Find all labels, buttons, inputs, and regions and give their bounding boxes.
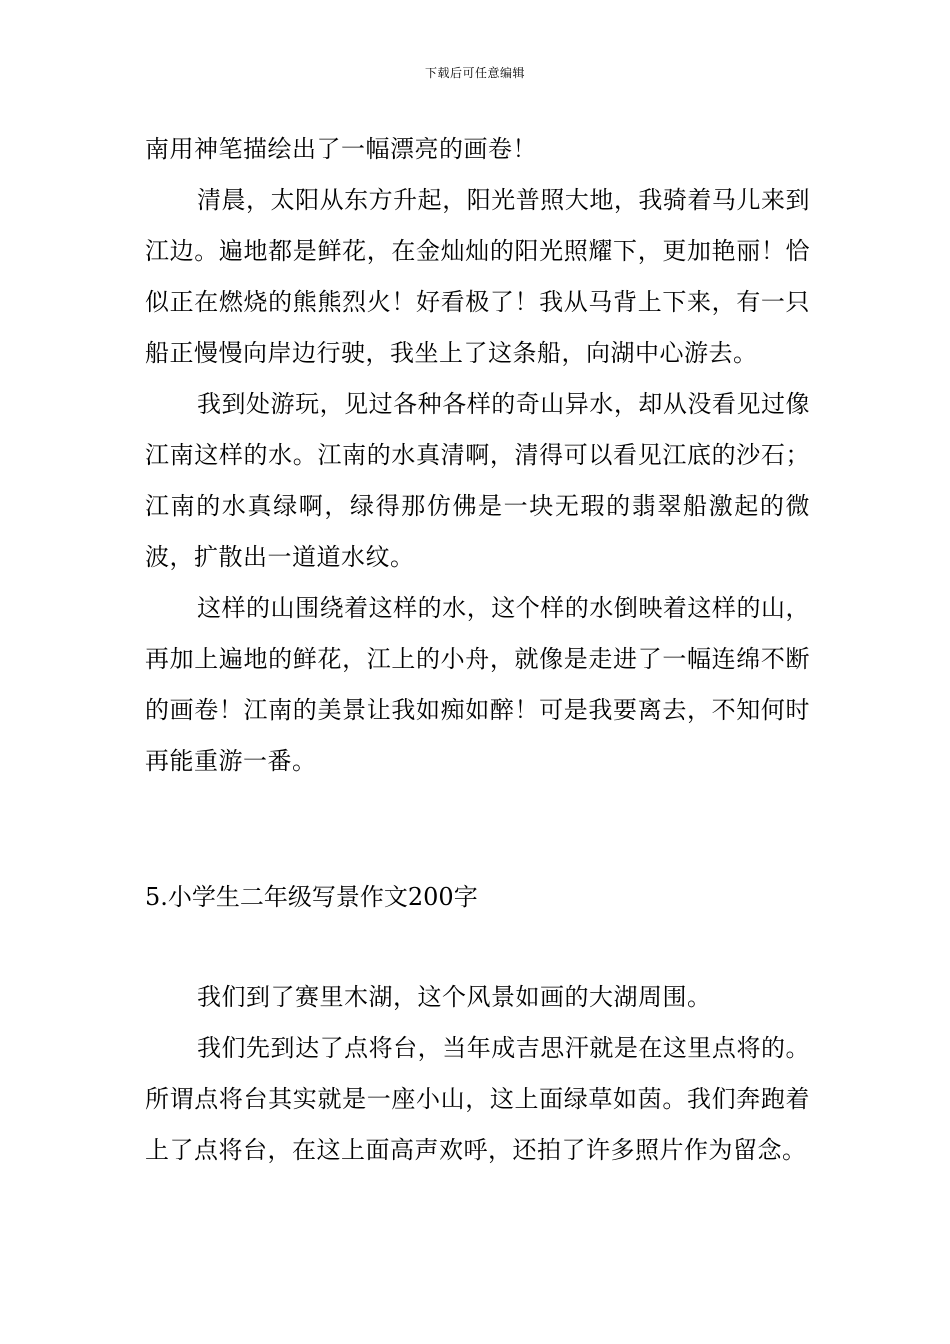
paragraph-water: 我到处游玩，见过各种各样的奇山异水，却从没看见过像江南这样的水。江南的水真清啊，清得可以看见江底的沙石；江南的水真绿啊，绿得那仿佛是一块无瑕的翡翠船激起的微波，扩散出一道道水纹。 [145, 390, 810, 571]
essay-heading: 5.小学生二年级写景作文200字 [145, 883, 478, 911]
paragraph-morning: 清晨，太阳从东方升起，阳光普照大地，我骑着马儿来到江边。遍地都是鲜花，在金灿灿的阳光照耀下，更加艳丽！恰似正在燃烧的熊熊烈火！好看极了！我从马背上下来，有一只船正慢慢向岸边行驶，我坐上了这条船，向湖中心游去。 [145, 186, 810, 367]
paragraph-lake: 我们到了赛里木湖，这个风景如画的大湖周围。 [197, 983, 712, 1011]
essay-section-2 [145, 972, 810, 1176]
paragraph-scenery: 这样的山围绕着这样的水，这个样的水倒映着这样的山，再加上遍地的鲜花，江上的小舟，就像是走进了一幅连绵不断的画卷！江南的美景让我如痴如醉！可是我要离去，不知何时再能重游一番。 [145, 594, 810, 775]
paragraph-continuation: 南用神笔描绘出了一幅漂亮的画卷！ [145, 135, 537, 163]
page-header: 下载后可任意编辑 [424, 66, 525, 80]
paragraph-platform: 我们先到达了点将台，当年成吉思汗就是在这里点将的。所谓点将台其实就是一座小山，这上面绿草如茵。我们奔跑着上了点将台，在这上面高声欢呼，还拍了许多照片作为留念。 [145, 1034, 810, 1164]
essay-section-1 [145, 124, 810, 787]
